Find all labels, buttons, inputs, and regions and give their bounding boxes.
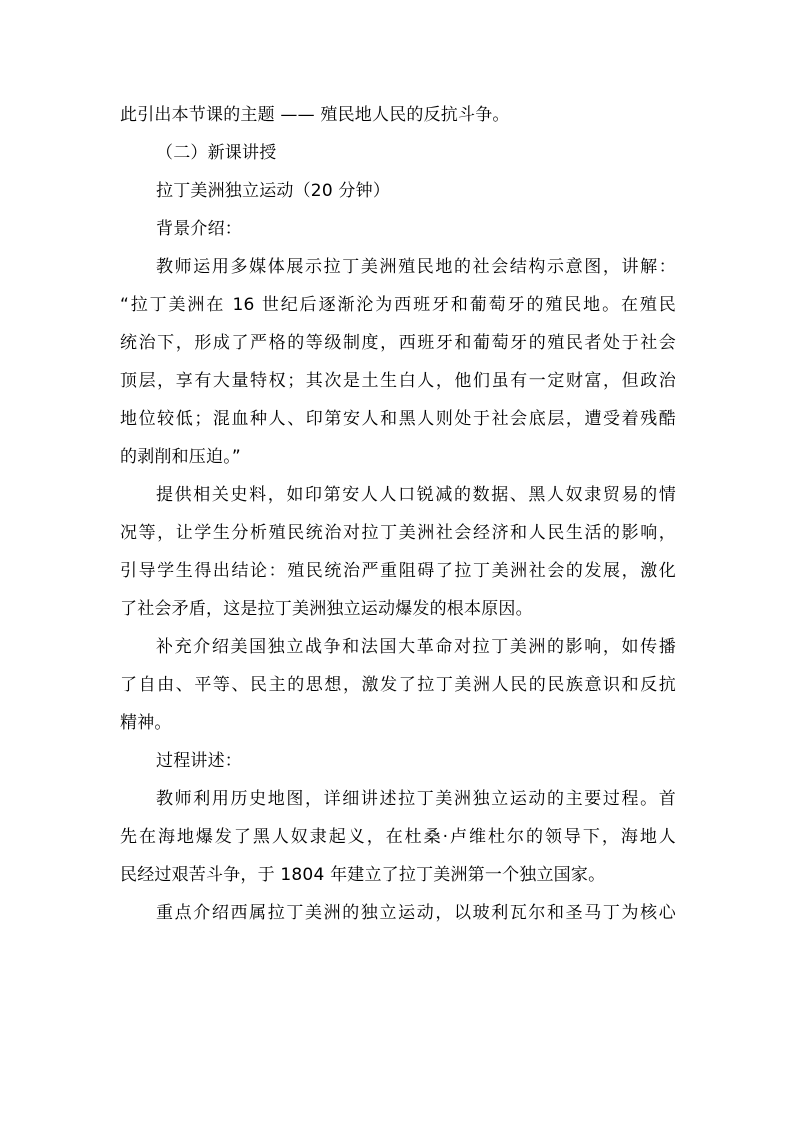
text-line: 民经过艰苦斗争，于 1804 年建立了拉丁美洲第一个独立国家。 [120, 865, 606, 885]
text-line: 了社会矛盾，这是拉丁美洲独立运动爆发的根本原因。 [120, 599, 533, 619]
text-line: 教师利用历史地图，详细讲述拉丁美洲独立运动的主要过程。首 [156, 789, 676, 809]
text-line: 重点介绍西属拉丁美洲的独立运动，以玻利瓦尔和圣马丁为核心 [156, 903, 676, 923]
text-line: 顶层，享有大量特权；其次是土生白人，他们虽有一定财富，但政治 [120, 371, 676, 391]
text-line: 地位较低；混血种人、印第安人和黑人则处于社会底层，遭受着残酷 [120, 409, 676, 429]
text-line: 补充介绍美国独立战争和法国大革命对拉丁美洲的影响，如传播 [156, 637, 676, 657]
text-line: 先在海地爆发了黑人奴隶起义，在杜桑·卢维杜尔的领导下，海地人 [120, 827, 676, 847]
topic-label: 背景介绍： [156, 219, 242, 239]
text-line: 了自由、平等、民主的思想，激发了拉丁美洲人民的民族意识和反抗 [120, 675, 676, 695]
section-heading: （二）新课讲授 [156, 143, 277, 163]
document-body [120, 96, 676, 932]
text-line: “拉丁美洲在 16 世纪后逐渐沦为西班牙和葡萄牙的殖民地。在殖民 [120, 295, 676, 315]
text-line: 提供相关史料，如印第安人人口锐减的数据、黑人奴隶贸易的情 [156, 485, 676, 505]
text-line: 的剥削和压迫。” [120, 447, 241, 467]
subsection-heading: 拉丁美洲独立运动（20 分钟） [156, 181, 391, 201]
text-line: 统治下，形成了严格的等级制度，西班牙和葡萄牙的殖民者处于社会 [120, 333, 676, 353]
text-line: 况等，让学生分析殖民统治对拉丁美洲社会经济和人民生活的影响， [120, 523, 676, 543]
topic-label: 过程讲述： [156, 751, 242, 771]
text-line: 精神。 [120, 713, 172, 733]
text-line: 教师运用多媒体展示拉丁美洲殖民地的社会结构示意图，讲解： [156, 257, 676, 277]
text-line: 引导学生得出结论：殖民统治严重阻碍了拉丁美洲社会的发展，激化 [120, 561, 676, 581]
text-line: 此引出本节课的主题 —— 殖民地人民的反抗斗争。 [120, 105, 510, 125]
